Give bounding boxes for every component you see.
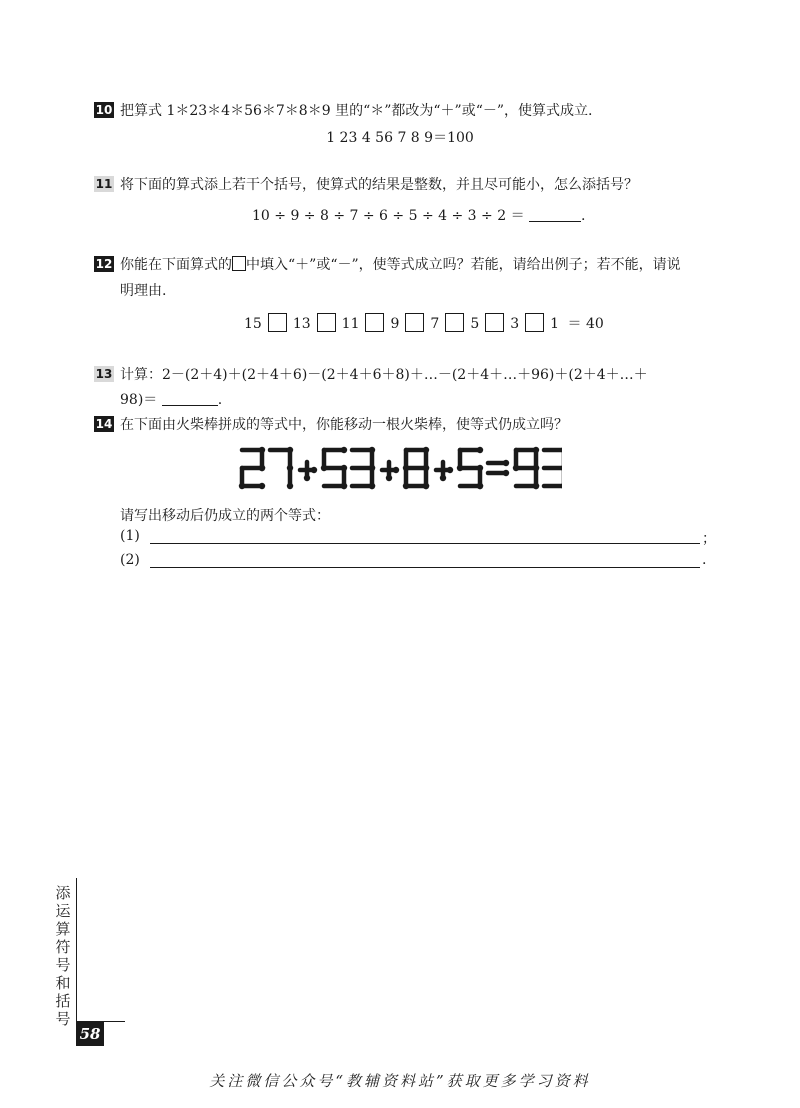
answer-end: ； [702, 531, 716, 547]
chapter-title-char: 和 [55, 974, 71, 992]
chapter-title-char: 括 [55, 992, 71, 1010]
question-text: 计算：2－(2＋4)＋(2＋4＋6)－(2＋4＋6＋8)＋…－(2＋4＋…＋96)＋(2＋4＋…＋ [120, 367, 648, 383]
answer-blank[interactable] [529, 207, 581, 222]
question-11 [94, 174, 638, 194]
matchstick-head [259, 465, 265, 471]
matchstick-head [287, 447, 293, 453]
matchstick-head [403, 483, 409, 489]
matchstick-head [477, 447, 483, 453]
question-text: 中填入“＋”或“－”，使等式成立吗？若能，请给出例子；若不能，请说 [246, 257, 681, 273]
chapter-title-char: 添 [55, 884, 71, 902]
chapter-title-char: 运 [55, 902, 71, 920]
question-text: 你能在下面算式的 [120, 257, 232, 273]
chapter-title-char: 算 [55, 920, 71, 938]
equation-result: ＝ 40 [567, 316, 604, 332]
matchstick-head [533, 447, 539, 453]
chapter-title-char: 号 [55, 1010, 71, 1028]
question-text: 把算式 1＊23＊4＊56＊7＊8＊9 里的“＊”都改为“＋”或“－”，使算式成立. [120, 103, 593, 119]
matchstick-head [457, 465, 463, 471]
answer-end: . [702, 552, 707, 568]
matchstick-head [503, 470, 509, 476]
matchstick-head [321, 465, 327, 471]
question-14 [94, 414, 568, 434]
answer-row-1 [120, 528, 140, 544]
matchstick-head [477, 483, 483, 489]
matchstick-head [287, 465, 293, 471]
operand: 5 [470, 316, 480, 332]
question-number: 13 [95, 367, 113, 381]
answer-blank[interactable] [162, 391, 218, 406]
matchstick-head [239, 483, 245, 489]
operand: 11 [341, 316, 360, 332]
page-number: 58 [76, 1022, 104, 1046]
equation-end: . [217, 392, 223, 408]
operator-box[interactable] [317, 313, 336, 332]
chapter-title-char: 号 [55, 956, 71, 974]
matchstick-head [259, 483, 265, 489]
answer-label: (2) [120, 552, 140, 568]
matchstick-head [369, 483, 375, 489]
question-number: 10 [95, 103, 113, 117]
operand: 3 [510, 316, 520, 332]
matchstick-head [477, 465, 483, 471]
operand: 15 [244, 316, 262, 332]
question-number: 11 [95, 177, 113, 191]
question-number: 12 [95, 257, 113, 271]
answer-line-1[interactable] [150, 543, 700, 544]
operand: 13 [292, 316, 311, 332]
equation: 1 23 4 56 7 8 9＝100 [326, 130, 474, 146]
matchstick-head [369, 465, 375, 471]
equation-row [252, 205, 585, 225]
equation: 10 ÷ 9 ÷ 8 ÷ 7 ÷ 6 ÷ 5 ÷ 4 ÷ 3 ÷ 2 ＝ [252, 208, 525, 224]
matchstick-head [423, 465, 429, 471]
footer-text: 关注微信公众号“教辅资料站”获取更多学习资料 [209, 1072, 591, 1090]
matchstick-head [304, 475, 310, 481]
matchstick-head [369, 447, 375, 453]
question-text-line2 [120, 389, 222, 409]
matchstick-head [503, 460, 509, 466]
matchstick-head [533, 483, 539, 489]
matchstick-head [311, 467, 317, 473]
operator-box[interactable] [485, 313, 504, 332]
matchstick-head [440, 475, 446, 481]
operator-box-icon [232, 256, 246, 271]
instruction: 请写出移动后仍成立的两个等式： [120, 508, 330, 524]
operator-box[interactable] [405, 313, 424, 332]
operand: 1 [550, 316, 560, 332]
question-13 [94, 364, 648, 384]
matchstick-head [403, 465, 409, 471]
matchstick-head [341, 447, 347, 453]
question-10 [94, 100, 592, 120]
operand: 7 [430, 316, 440, 332]
chapter-title-char: 符 [55, 938, 71, 956]
matchstick-head [341, 465, 347, 471]
operator-box[interactable] [365, 313, 384, 332]
answer-label: (1) [120, 528, 140, 544]
matchstick-equation [238, 446, 562, 492]
side-divider [76, 878, 77, 1028]
matchstick-head [287, 483, 293, 489]
matchstick-head [393, 467, 399, 473]
question-text: 将下面的算式添上若干个括号，使算式的结果是整数，并且尽可能小，怎么添括号？ [120, 177, 638, 193]
question-text-line2: 明理由. [120, 283, 167, 299]
operator-box[interactable] [445, 313, 464, 332]
chapter-title [54, 884, 72, 1028]
matchstick-head [423, 483, 429, 489]
matchstick-head [386, 475, 392, 481]
answer-row-2 [120, 552, 140, 568]
box-equation [244, 313, 604, 333]
matchstick-head [259, 447, 265, 453]
operator-box[interactable] [525, 313, 544, 332]
answer-line-2[interactable] [150, 567, 700, 568]
matchstick-head [447, 467, 453, 473]
operator-box[interactable] [268, 313, 287, 332]
equation-end: . [581, 208, 586, 224]
matchstick-head [513, 465, 519, 471]
operand: 9 [390, 316, 400, 332]
matchstick-head [341, 483, 347, 489]
matchstick-head [423, 447, 429, 453]
matchstick-head [533, 465, 539, 471]
question-12 [94, 254, 681, 274]
question-number: 14 [95, 417, 113, 431]
question-text: 在下面由火柴棒拼成的等式中，你能移动一根火柴棒，使等式仍成立吗？ [120, 417, 568, 433]
question-text: 98)＝ [120, 392, 158, 408]
